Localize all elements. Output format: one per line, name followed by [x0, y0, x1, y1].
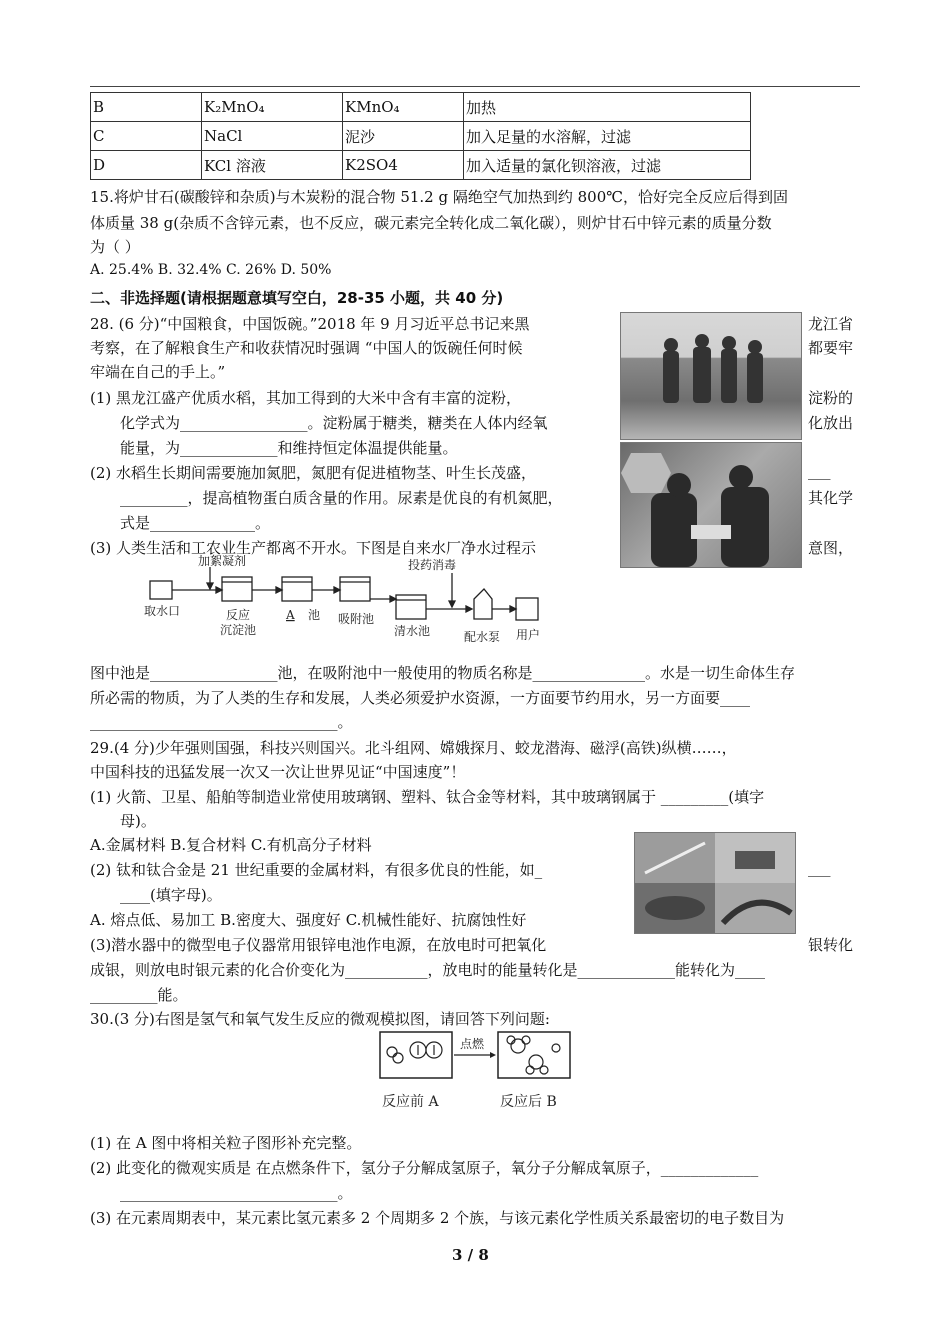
q30-p2a: (2) 此变化的微观实质是 在点燃条件下，氢分子分解成氢原子，氧分子分解成氧原子，_____________: [90, 1159, 759, 1177]
intake-label: 取水口: [144, 604, 181, 618]
q15-line3: 为（ ）: [90, 238, 140, 256]
q15-options: A. 25.4% B. 32.4% C. 26% D. 50%: [90, 262, 332, 278]
table-cell: D: [91, 151, 202, 180]
pool-a-suffix: 池: [308, 608, 321, 622]
after-label: 反应后 B: [500, 1094, 557, 1110]
table-row: [91, 122, 751, 151]
clear-water-tank: [396, 595, 426, 619]
table-row: [91, 151, 751, 180]
q28-p1b-right: 化放出: [808, 414, 854, 432]
pool-a-letter: A: [286, 608, 295, 622]
reaction-label: 反应: [226, 608, 251, 622]
table-cell: 加入适量的氯化钡溶液，过滤: [464, 151, 751, 180]
user-label: 用户: [516, 628, 541, 642]
disinfect-label: 投药消毒: [408, 558, 457, 572]
q28-p1a: (1) 黑龙江盛产优质水稻，其加工得到的大米中含有丰富的淀粉，: [90, 389, 522, 407]
table-cell: KMnO₄: [343, 93, 464, 122]
q28-p1a-right: 淀粉的: [808, 389, 854, 407]
q28-p1c: 能量，为_____________和维持恒定体温提供能量。: [120, 439, 458, 457]
table-cell: 加入足量的水溶解，过滤: [464, 122, 751, 151]
q29-line1: 29.(4 分)少年强则国强，科技兴则国兴。北斗组网、嫦娥探月、蛟龙潜海、磁浮(高铁)纵横……，: [90, 739, 737, 757]
q15-line1: 15.将炉甘石(碳酸锌和杂质)与木炭粉的混合物 51.2 g 隔绝空气加热到约 800℃，恰好完全反应后得到固: [90, 188, 789, 206]
reaction-model-diagram: [378, 1028, 574, 1110]
water-flow-diagram: [140, 553, 560, 651]
hydrogen-molecule: [387, 1047, 403, 1063]
q28-p1b: 化学式为_________________。淀粉属于糖类，糖类在人体内经氧: [120, 414, 548, 432]
q28-p3d: _________________________________。: [90, 713, 353, 731]
q28-line1-right: 龙江省: [808, 315, 854, 333]
q29-p2b: ____(填字母)。: [120, 886, 222, 904]
table-cell: 加热: [464, 93, 751, 122]
add-coagulant-label: 加絮凝剂: [198, 554, 247, 568]
q28-line2: 考察，在了解粮食生产和收获情况时强调 “中国人的饭碗任何时候: [90, 339, 523, 357]
before-box: [380, 1032, 452, 1078]
q28-p2b: _________，提高植物蛋白质含量的作用。尿素是优良的有机氮肥，: [120, 489, 563, 507]
table-cell: NaCl: [202, 122, 343, 151]
sedimentation-label: 沉淀池: [220, 623, 257, 637]
table-cell: C: [91, 122, 202, 151]
q29-p3b: 成银，则放电时银元素的化合价变化为___________，放电时的能量转化是_____________能转化为____: [90, 961, 766, 979]
q29-p2a: (2) 钛和钛合金是 21 世纪重要的金属材料，有很多优良的性能，如_: [90, 861, 543, 879]
q29-p2a-right: ___: [808, 859, 831, 877]
q29-p3a: (3)潜水器中的微型电子仪器常用银锌电池作电源，在放电时可把氧化: [90, 936, 547, 954]
table-cell: B: [91, 93, 202, 122]
options-table: [90, 92, 751, 180]
table-cell: K2SO4: [343, 151, 464, 180]
intake-box: [150, 581, 172, 599]
q15-line2: 体质量 38 g(杂质不含锌元素，也不反应，碳元素完全转化成二氧化碳），则炉甘石中锌元素的质量分数: [90, 214, 772, 232]
q28-p2c: 式是______________。: [120, 514, 271, 532]
q30-p1: (1) 在 A 图中将相关粒子图形补充完整。: [90, 1134, 362, 1152]
q28-p3c: 所必需的物质，为了人类的生存和发展，人类必须爱护水资源，一方面要节约用水，另一方面要____: [90, 689, 751, 707]
q29-p1-options: A.金属材料 B.复合材料 C.有机高分子材料: [90, 836, 372, 854]
q29-p3c: _________能。: [90, 986, 188, 1004]
pump-shape: [474, 589, 492, 619]
before-label: 反应前 A: [382, 1094, 439, 1110]
table-row: [91, 93, 751, 122]
q28-p3b: 图中池是_________________池，在吸附池中一般使用的物质名称是_______________。水是一切生命体生存: [90, 664, 796, 682]
q28-p3a-right: 意图，: [808, 539, 854, 557]
q29-p1a: (1) 火箭、卫星、船舶等制造业常使用玻璃钢、塑料、钛合金等材料，其中玻璃钢属于 _________(填字: [90, 788, 765, 806]
q29-line2: 中国科技的迅猛发展一次又一次让世界见证“中国速度”！: [90, 763, 466, 781]
inspection-photo: [620, 312, 802, 440]
q28-line2-right: 都要牢: [808, 339, 854, 357]
table-cell: KCl 溶液: [202, 151, 343, 180]
q28-p2a-right: ___: [808, 462, 831, 480]
section-heading: 二、非选择题(请根据题意填写空白，28-35 小题，共 40 分): [90, 289, 504, 307]
pool-a-tank: [282, 577, 312, 601]
user-box: [516, 598, 538, 620]
q30-p3: (3) 在元素周期表中，某元素比氢元素多 2 个周期多 2 个族，与该元素化学性质关系最密切的电子数目为: [90, 1209, 785, 1227]
q29-p2-options: A. 熔点低、易加工 B.密度大、强度好 C.机械性能好、抗腐蚀性好: [90, 911, 527, 929]
adsorb-label: 吸附池: [338, 612, 375, 626]
clear-pool-label: 清水池: [394, 624, 431, 638]
q29-p3a-right: 银转化: [808, 936, 854, 954]
page-number: 3 / 8: [452, 1246, 489, 1264]
reaction-tank: [222, 577, 252, 601]
ignite-label: 点燃: [460, 1037, 485, 1051]
header-rule: [90, 86, 860, 87]
q30-p2b: _____________________________。: [120, 1184, 353, 1202]
q30-line1: 30.(3 分)右图是氢气和氧气发生反应的微观模拟图，请回答下列问题:: [90, 1010, 550, 1028]
table-cell: K₂MnO₄: [202, 93, 343, 122]
q29-p1b: 母)。: [120, 812, 156, 830]
tech-collage-photo: [634, 832, 796, 934]
q28-p3a: (3) 人类生活和工农业生产都离不开水。下图是自来水厂净水过程示: [90, 539, 537, 557]
q28-line1: 28. (6 分)“中国粮食，中国饭碗。”2018 年 9 月习近平总书记来黑: [90, 315, 530, 333]
q28-line3: 牢端在自己的手上。”: [90, 363, 226, 381]
q28-p2a: (2) 水稻生长期间需要施加氮肥，氮肥有促进植物茎、叶生长茂盛，: [90, 464, 537, 482]
water-molecules: [507, 1036, 560, 1074]
adsorption-tank: [340, 577, 370, 601]
pump-label: 配水泵: [464, 630, 501, 644]
rice-photo: [620, 442, 802, 568]
oxygen-molecule: [410, 1042, 442, 1058]
table-cell: 泥沙: [343, 122, 464, 151]
q28-p2b-right: 其化学: [808, 489, 854, 507]
